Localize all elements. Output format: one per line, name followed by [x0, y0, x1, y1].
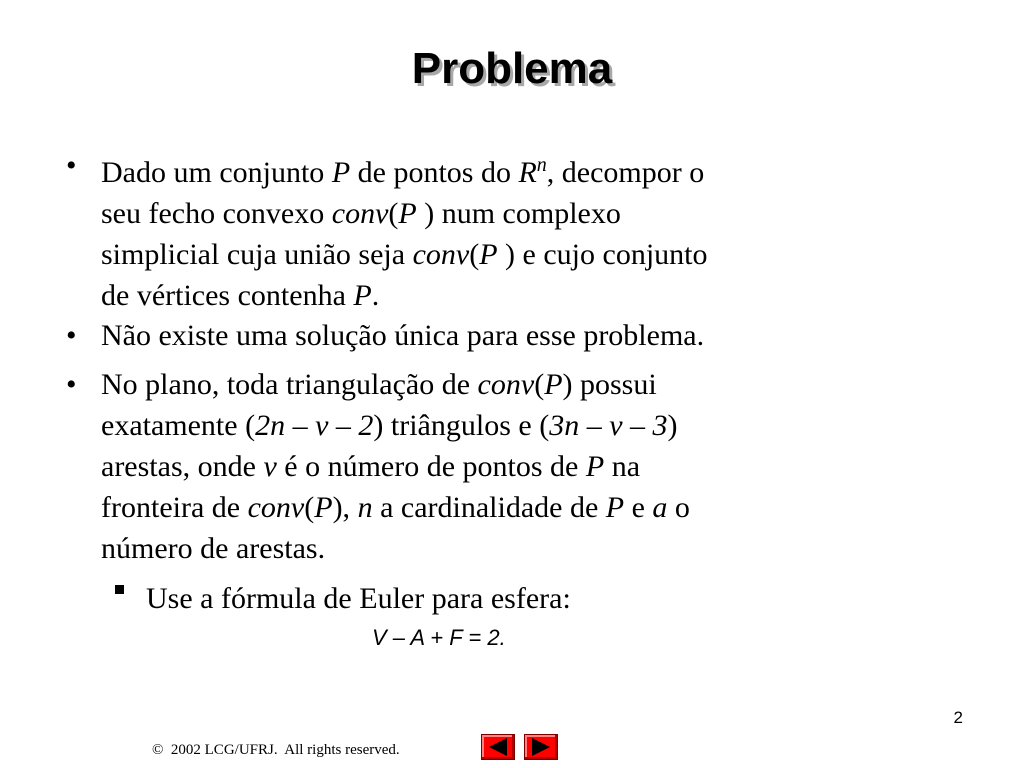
text-run: a cardinalidade de [372, 491, 606, 524]
text-run: ) possui [562, 368, 657, 401]
text-run: ( [304, 491, 315, 524]
sub-bullet-square-icon [115, 585, 124, 594]
sub-bullet-text: Use a fórmula de Euler para esfera: [146, 582, 571, 615]
text-run: na [604, 450, 641, 483]
text-run: é o número de pontos de [276, 450, 586, 483]
bullet-marker: • [66, 368, 77, 401]
text-run: e [624, 491, 653, 524]
euler-formula: V – A + F = 2. [372, 625, 506, 650]
slide-title: Problema [411, 44, 613, 93]
bullet-line [101, 234, 981, 275]
copyright-notice: © 2002 LCG/UFRJ. All rights reserved. [152, 742, 400, 758]
text-run: v [263, 450, 277, 483]
text-run: . [371, 279, 380, 312]
text-run: o [667, 491, 690, 524]
text-run: conv [477, 368, 535, 401]
text-run: de pontos do [350, 156, 519, 189]
text-run: arestas, onde [101, 450, 264, 483]
text-run: P [585, 450, 605, 483]
bullet-line [101, 405, 981, 446]
text-run: 3n – v – 3 [549, 409, 668, 442]
text-run: P [398, 197, 417, 230]
left-arrow-icon [489, 738, 507, 756]
text-run: ) [667, 409, 678, 442]
bullet-line [101, 193, 981, 234]
bullet-3-text [101, 364, 981, 569]
text-run: R [518, 156, 537, 189]
text-run: conv [331, 197, 389, 230]
previous-slide-button[interactable] [481, 734, 515, 760]
text-run: ) e cujo conjunto [497, 238, 708, 271]
bullet-line [101, 315, 981, 356]
text-run: ( [388, 197, 399, 230]
bullet-1-text [101, 145, 981, 316]
text-run: n [357, 491, 373, 524]
text-run: Dado um conjunto [101, 156, 332, 189]
text-run: Não existe uma solução única para esse problema. [101, 319, 705, 352]
text-run: fronteira de [101, 491, 248, 524]
text-run: 2n – v – 2 [255, 409, 374, 442]
text-run: de vértices contenha [101, 279, 354, 312]
bullet-line [101, 364, 981, 405]
text-run: P [331, 156, 351, 189]
text-run: a [652, 491, 668, 524]
text-run: , decompor o [546, 156, 705, 189]
text-run: P [605, 491, 625, 524]
text-run: número de arestas. [101, 532, 326, 565]
text-run: n [536, 154, 547, 176]
text-run: conv [412, 238, 470, 271]
bullet-line [101, 275, 981, 316]
bullet-line [101, 528, 981, 569]
bullet-2-text [101, 315, 981, 356]
bullet-marker: • [66, 149, 77, 182]
bullet-line [101, 446, 981, 487]
text-run: simplicial cuja união seja [101, 238, 413, 271]
text-run: ) triângulos e ( [373, 409, 550, 442]
next-slide-button[interactable] [524, 734, 558, 760]
text-run: P [479, 238, 498, 271]
text-run: P [544, 368, 563, 401]
text-run: seu fecho convexo [101, 197, 332, 230]
bullet-line [101, 145, 981, 193]
text-run: ( [534, 368, 545, 401]
text-run: ( [469, 238, 480, 271]
text-run: P [314, 491, 333, 524]
bullet-marker: • [66, 319, 77, 352]
text-run: conv [247, 491, 305, 524]
text-run: ), [332, 491, 358, 524]
text-run: ) num complexo [416, 197, 621, 230]
right-arrow-icon [532, 738, 550, 756]
page-number: 2 [953, 708, 963, 727]
bullet-line [101, 487, 981, 528]
text-run: No plano, toda triangulação de [101, 368, 478, 401]
text-run: P [353, 279, 372, 312]
text-run: exatamente ( [101, 409, 256, 442]
